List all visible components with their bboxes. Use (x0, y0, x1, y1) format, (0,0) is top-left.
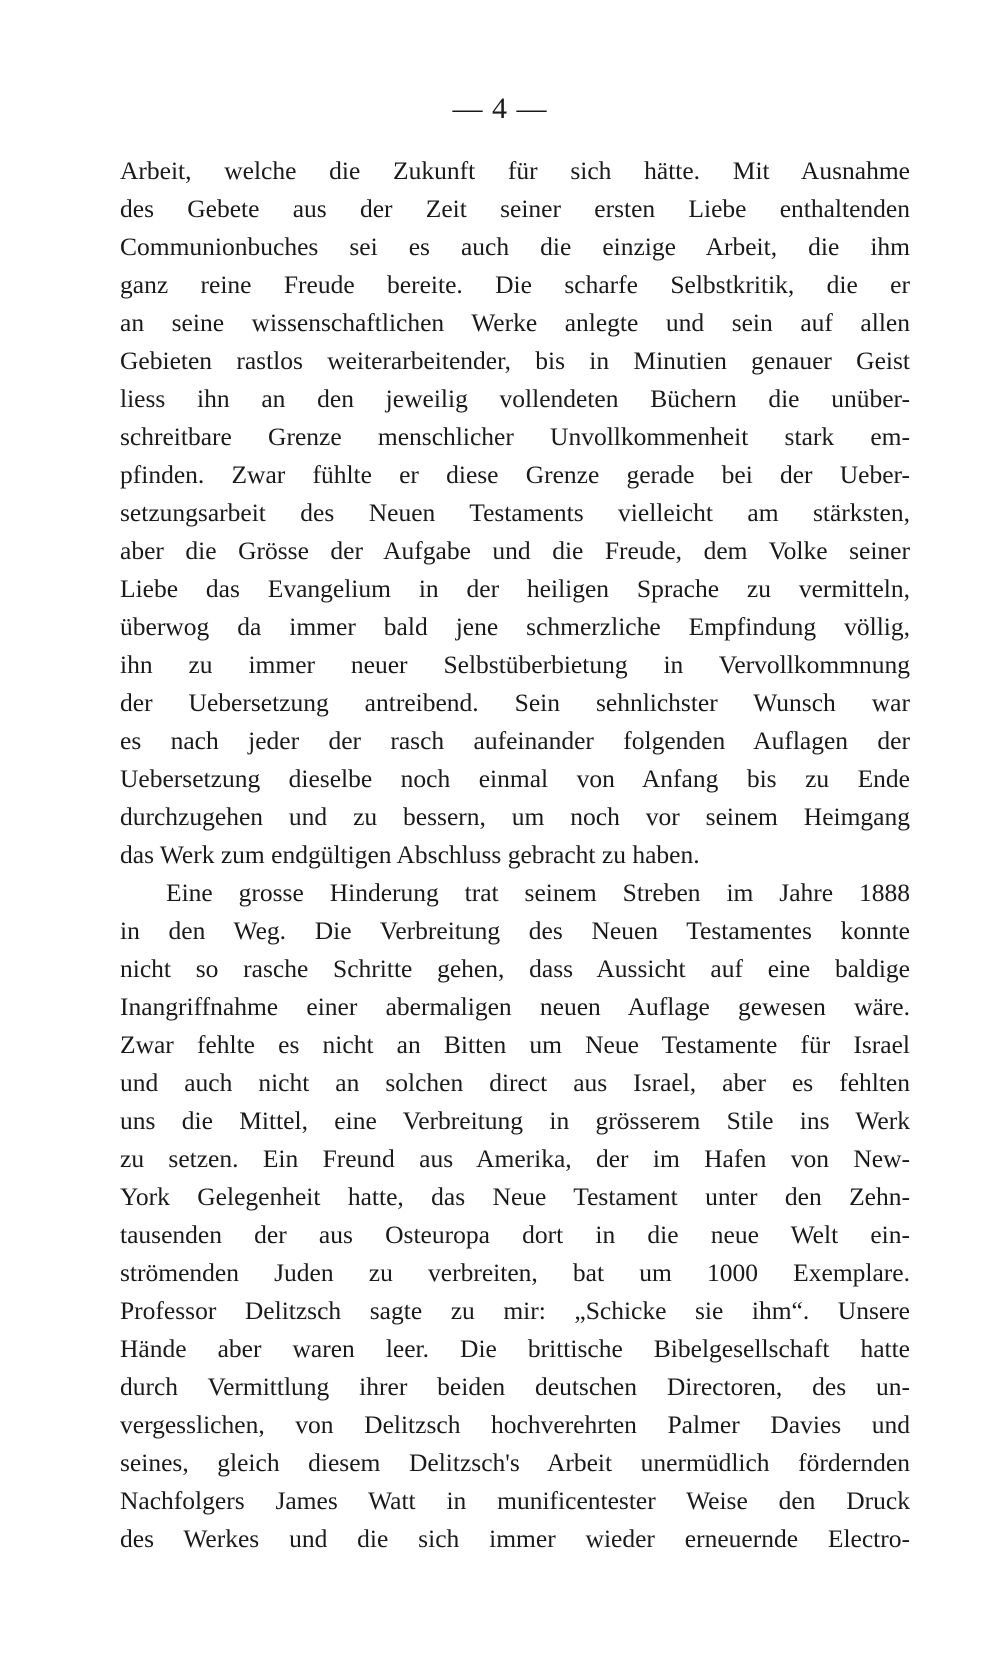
text-line: zu setzen. Ein Freund aus Amerika, der im Hafen von New- (120, 1144, 910, 1173)
body-text (120, 152, 910, 1558)
text-line: nicht so rasche Schritte gehen, dass Aussicht auf eine baldige (120, 954, 910, 983)
text-line: liess ihn an den jeweilig vollendeten Büchern die unüber- (120, 384, 910, 413)
text-line: Nachfolgers James Watt in munificentester Weise den Druck (120, 1486, 910, 1515)
text-line: es nach jeder der rasch aufeinander folgenden Auflagen der (120, 726, 910, 755)
text-line: ganz reine Freude bereite. Die scharfe Selbstkritik, die er (120, 270, 910, 299)
text-line: Uebersetzung dieselbe noch einmal von Anfang bis zu Ende (120, 764, 910, 793)
text-line: aber die Grösse der Aufgabe und die Freude, dem Volke seiner (120, 536, 910, 565)
text-line: in den Weg. Die Verbreitung des Neuen Testamentes konnte (120, 916, 910, 945)
text-line: des Gebete aus der Zeit seiner ersten Liebe enthaltenden (120, 194, 910, 223)
text-line: York Gelegenheit hatte, das Neue Testament unter den Zehn- (120, 1182, 910, 1211)
text-line: Zwar fehlte es nicht an Bitten um Neue Testamente für Israel (120, 1030, 910, 1059)
page-number: — 4 — (452, 92, 548, 125)
text-line: des Werkes und die sich immer wieder erneuernde Electro- (120, 1524, 910, 1553)
text-line: pfinden. Zwar fühlte er diese Grenze gerade bei der Ueber- (120, 460, 910, 489)
text-line: Inangriffnahme einer abermaligen neuen Auflage gewesen wäre. (120, 992, 910, 1021)
text-line: Gebieten rastlos weiterarbeitender, bis in Minutien genauer Geist (120, 346, 910, 375)
text-line: seines, gleich diesem Delitzsch's Arbeit unermüdlich fördernden (120, 1448, 910, 1477)
text-line: und auch nicht an solchen direct aus Israel, aber es fehlten (120, 1068, 910, 1097)
text-line: überwog da immer bald jene schmerzliche Empfindung völlig, (120, 612, 910, 641)
text-line: durchzugehen und zu bessern, um noch vor seinem Heimgang (120, 802, 910, 831)
text-line: Eine grosse Hinderung trat seinem Streben im Jahre 1888 (166, 878, 910, 907)
text-line: Communionbuches sei es auch die einzige Arbeit, die ihm (120, 232, 910, 261)
text-line: tausenden der aus Osteuropa dort in die neue Welt ein- (120, 1220, 910, 1249)
text-line: Professor Delitzsch sagte zu mir: „Schicke sie ihm“. Unsere (120, 1296, 910, 1325)
text-line: setzungsarbeit des Neuen Testaments vielleicht am stärksten, (120, 498, 910, 527)
text-line: strömenden Juden zu verbreiten, bat um 1000 Exemplare. (120, 1258, 910, 1287)
text-line: ihn zu immer neuer Selbstüberbietung in Vervollkommnung (120, 650, 910, 679)
text-line: vergesslichen, von Delitzsch hochverehrten Palmer Davies und (120, 1410, 910, 1439)
text-line: durch Vermittlung ihrer beiden deutschen Directoren, des un- (120, 1372, 910, 1401)
text-line: Liebe das Evangelium in der heiligen Sprache zu vermitteln, (120, 574, 910, 603)
text-line: uns die Mittel, eine Verbreitung in grösserem Stile ins Werk (120, 1106, 910, 1135)
text-line: Hände aber waren leer. Die brittische Bibelgesellschaft hatte (120, 1334, 910, 1363)
text-line: der Uebersetzung antreibend. Sein sehnlichster Wunsch war (120, 688, 910, 717)
text-line: Arbeit, welche die Zukunft für sich hätte. Mit Ausnahme (120, 156, 910, 185)
text-line: das Werk zum endgültigen Abschluss gebracht zu haben. (120, 840, 700, 869)
text-line: an seine wissenschaftlichen Werke anlegte und sein auf allen (120, 308, 910, 337)
text-line: schreitbare Grenze menschlicher Unvollkommenheit stark em- (120, 422, 910, 451)
